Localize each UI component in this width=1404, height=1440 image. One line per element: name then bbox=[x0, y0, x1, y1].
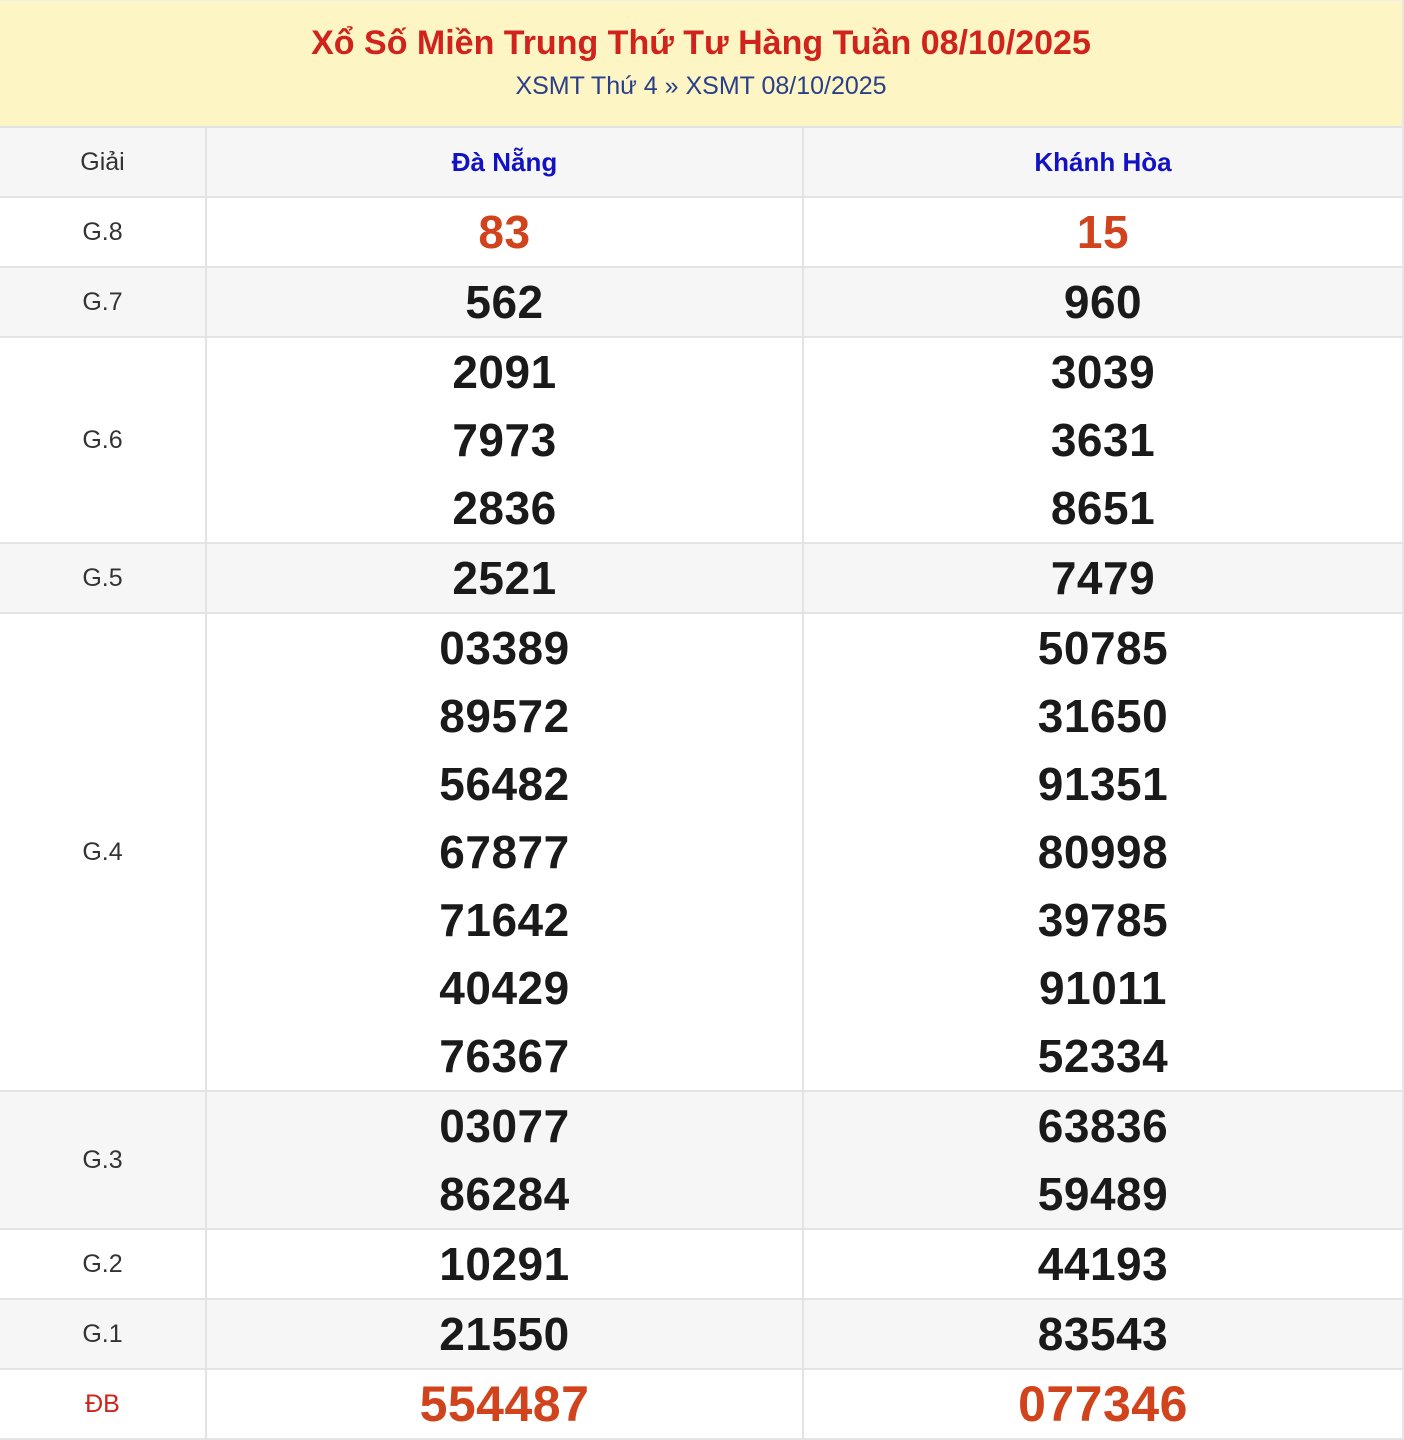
result-number: 562 bbox=[465, 276, 544, 328]
result-number: 3039 bbox=[1050, 346, 1156, 398]
result-number: 03389 bbox=[439, 622, 570, 674]
cell-da-nang bbox=[206, 1369, 803, 1439]
result-number: 56482 bbox=[439, 758, 570, 810]
table-row bbox=[0, 267, 1402, 337]
result-number: 63836 bbox=[1037, 1100, 1169, 1152]
result-number: 83 bbox=[478, 206, 531, 258]
breadcrumb-separator: » bbox=[664, 72, 679, 100]
prize-label: G.2 bbox=[0, 1229, 206, 1299]
table-row bbox=[0, 543, 1402, 613]
result-number: 59489 bbox=[1037, 1168, 1169, 1220]
cell-da-nang bbox=[206, 197, 803, 267]
prize-label: G.8 bbox=[0, 197, 206, 267]
table-row bbox=[0, 1299, 1402, 1369]
table-header-row bbox=[0, 128, 1402, 197]
result-number: 15 bbox=[1076, 206, 1130, 258]
cell-khanh-hoa bbox=[803, 1299, 1402, 1369]
result-number: 39785 bbox=[1037, 894, 1169, 946]
cell-khanh-hoa bbox=[803, 267, 1402, 337]
cell-da-nang bbox=[206, 543, 803, 613]
breadcrumb-link-date[interactable]: XSMT 08/10/2025 bbox=[685, 72, 887, 100]
prize-label: G.4 bbox=[0, 613, 206, 1091]
cell-khanh-hoa bbox=[803, 1229, 1402, 1299]
breadcrumb-link-weekday[interactable]: XSMT Thứ 4 bbox=[515, 72, 658, 100]
prize-label: ĐB bbox=[0, 1369, 206, 1439]
result-number: 67877 bbox=[439, 826, 570, 878]
result-number: 2521 bbox=[452, 552, 557, 604]
result-number: 40429 bbox=[439, 962, 570, 1014]
result-number: 3631 bbox=[1050, 414, 1156, 466]
table-row bbox=[0, 1369, 1402, 1439]
result-number: 50785 bbox=[1037, 622, 1169, 674]
result-number: 91011 bbox=[1039, 962, 1167, 1014]
result-number: 960 bbox=[1063, 276, 1143, 328]
cell-khanh-hoa bbox=[803, 337, 1402, 543]
result-number: 76367 bbox=[439, 1030, 570, 1082]
cell-khanh-hoa bbox=[803, 543, 1402, 613]
result-number: 80998 bbox=[1037, 826, 1169, 878]
result-number: 21550 bbox=[439, 1308, 570, 1360]
cell-da-nang bbox=[206, 1299, 803, 1369]
cell-da-nang bbox=[206, 1091, 803, 1229]
result-number: 89572 bbox=[439, 690, 570, 742]
table-row bbox=[0, 337, 1402, 543]
table-row bbox=[0, 197, 1402, 267]
result-number: 10291 bbox=[439, 1238, 570, 1290]
cell-da-nang bbox=[206, 337, 803, 543]
cell-khanh-hoa bbox=[803, 1091, 1402, 1229]
cell-da-nang bbox=[206, 267, 803, 337]
prize-label: G.6 bbox=[0, 337, 206, 543]
table-row bbox=[0, 613, 1402, 1091]
cell-da-nang bbox=[206, 1229, 803, 1299]
result-number: 31650 bbox=[1037, 690, 1169, 742]
prize-label: G.1 bbox=[0, 1299, 206, 1369]
result-number: 86284 bbox=[439, 1168, 570, 1220]
table-row bbox=[0, 1229, 1402, 1299]
result-number: 44193 bbox=[1037, 1238, 1169, 1290]
breadcrumb bbox=[0, 71, 1402, 101]
cell-khanh-hoa bbox=[803, 1369, 1402, 1439]
result-number: 2836 bbox=[452, 482, 557, 534]
result-number: 554487 bbox=[419, 1376, 590, 1432]
cell-khanh-hoa bbox=[803, 613, 1402, 1091]
result-number: 2091 bbox=[452, 346, 557, 398]
result-number: 71642 bbox=[439, 894, 570, 946]
page-title: Xổ Số Miền Trung Thứ Tư Hàng Tuần 08/10/2025 bbox=[311, 24, 1091, 62]
cell-khanh-hoa bbox=[803, 197, 1402, 267]
result-number: 91351 bbox=[1037, 758, 1169, 810]
result-number: 077346 bbox=[1018, 1376, 1188, 1432]
prize-label: G.7 bbox=[0, 267, 206, 337]
column-header-prize: Giải bbox=[0, 128, 206, 197]
result-number: 83543 bbox=[1037, 1308, 1169, 1360]
result-number: 8651 bbox=[1050, 482, 1156, 534]
cell-da-nang bbox=[206, 613, 803, 1091]
result-number: 03077 bbox=[439, 1100, 570, 1152]
results-table bbox=[0, 128, 1402, 1440]
prize-label: G.5 bbox=[0, 543, 206, 613]
result-number: 52334 bbox=[1037, 1030, 1169, 1082]
results-header bbox=[0, 0, 1402, 128]
column-header-da-nang[interactable]: Đà Nẵng bbox=[206, 128, 803, 197]
prize-label: G.3 bbox=[0, 1091, 206, 1229]
column-header-khanh-hoa[interactable]: Khánh Hòa bbox=[803, 128, 1402, 197]
result-number: 7973 bbox=[452, 414, 557, 466]
result-number: 7479 bbox=[1050, 552, 1156, 604]
table-row bbox=[0, 1091, 1402, 1229]
